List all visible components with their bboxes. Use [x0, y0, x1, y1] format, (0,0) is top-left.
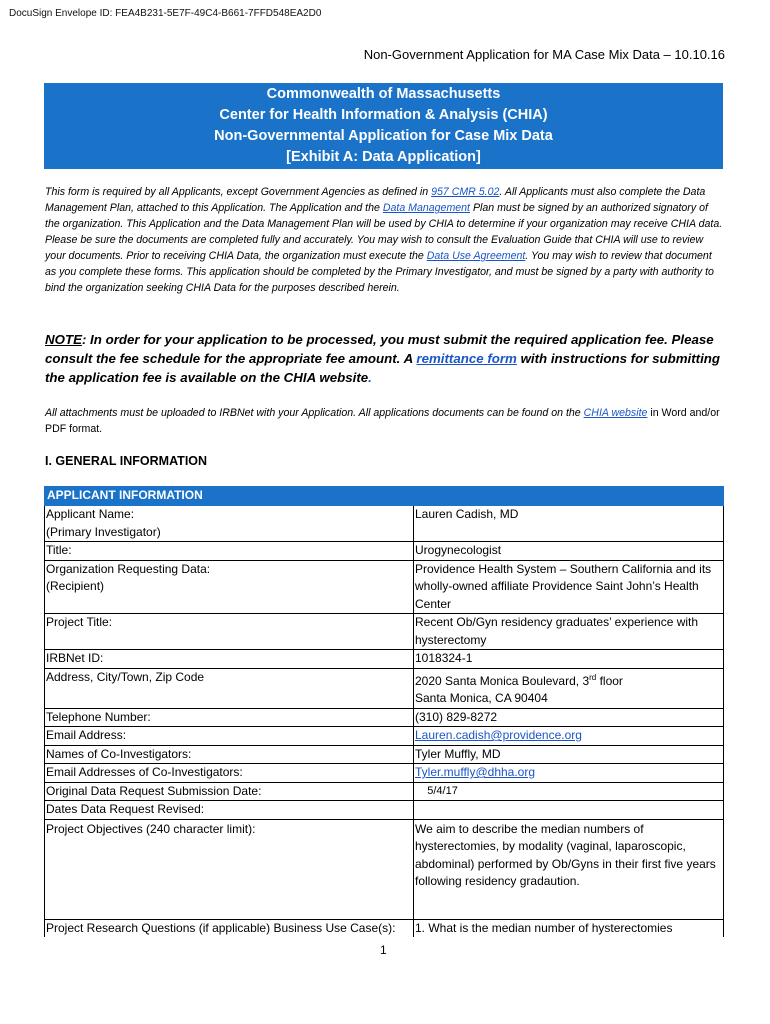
table-row	[45, 542, 724, 561]
email-value-cell	[414, 727, 724, 746]
irbnet-id-label: IRBNet ID:	[45, 650, 414, 669]
project-title-label: Project Title:	[45, 614, 414, 650]
table-row	[45, 801, 724, 820]
table-row	[45, 727, 724, 746]
submission-date-value: 5/4/17	[414, 782, 724, 801]
organization-value: Providence Health System – Southern California and its wholly-owned affiliate Providence Saint John’s Health Center	[414, 560, 724, 614]
attach-text-2: in Word and/or PDF format.	[45, 407, 720, 435]
table-row	[45, 614, 724, 650]
intro-paragraph	[45, 184, 725, 296]
revised-date-label: Dates Data Request Revised:	[45, 801, 414, 820]
chia-website-link[interactable]: CHIA website	[583, 407, 648, 419]
co-investigator-email-label: Email Addresses of Co-Investigators:	[45, 764, 414, 783]
co-investigators-label: Names of Co-Investigators:	[45, 745, 414, 764]
note-text-1: : In order for your application to be processed, you must submit the required application fee. Please consult the fee schedule for the appropriate fee amount. A	[45, 332, 714, 366]
applicant-name-value: Lauren Cadish, MD	[414, 506, 724, 542]
fee-note	[45, 330, 735, 387]
data-management-link[interactable]: Data Management	[382, 202, 470, 214]
applicant-information-table	[44, 486, 724, 937]
email-link[interactable]: Lauren.cadish@providence.org	[415, 728, 582, 742]
section-title: I. GENERAL INFORMATION	[45, 454, 208, 468]
table-row	[45, 782, 724, 801]
cmr-link[interactable]: 957 CMR 5.02	[431, 186, 500, 198]
table-header: APPLICANT INFORMATION	[45, 487, 724, 506]
applicant-name-label: Applicant Name: (Primary Investigator)	[45, 506, 414, 542]
docusign-envelope-id: DocuSign Envelope ID: FEA4B231-5E7F-49C4-B661-7FFD548EA2D0	[9, 8, 322, 19]
page-number: 1	[380, 943, 387, 957]
note-label: NOTE	[45, 332, 82, 347]
table-row	[45, 560, 724, 614]
revised-date-value	[414, 801, 724, 820]
table-row	[45, 708, 724, 727]
address-value	[414, 668, 724, 708]
intro-text-4: . You may wish to review that document as you complete these forms. This application should be completed by the Primary Investigator, and must be signed by a party with authority to bind the organization seeking CHIA Data for the purposes described herein.	[45, 250, 714, 294]
title-line-2: Center for Health Information & Analysis (CHIA)	[219, 107, 548, 123]
document-header: Non-Government Application for MA Case Mix Data – 10.10.16	[363, 47, 725, 62]
intro-text-2: . All Applicants must also complete the Data Management Plan, attached to this Application. The Application and the	[45, 186, 706, 214]
title-line-1: Commonwealth of Massachusetts	[266, 86, 501, 102]
table-row	[45, 650, 724, 669]
objectives-value: We aim to describe the median numbers of hysterectomies, by modality (vaginal, laparoscopic, abdominal) performed by Ob/Gyns in their first five years following residency gradaution.	[414, 819, 724, 919]
co-investigator-email-link[interactable]: Tyler.muffly@dhha.org	[415, 765, 536, 779]
telephone-label: Telephone Number:	[45, 708, 414, 727]
telephone-value: (310) 829-8272	[414, 708, 724, 727]
intro-text-1: This form is required by all Applicants, except Government Agencies as defined in	[45, 186, 432, 198]
table-row	[45, 668, 724, 708]
attach-text-1: All attachments must be uploaded to IRBNet with your Application. All applications documents can be found on the	[45, 407, 584, 419]
note-end: .	[368, 370, 372, 385]
research-questions-value: 1. What is the median number of hysterectomies	[414, 919, 724, 937]
title-line-4: [Exhibit A: Data Application]	[286, 149, 481, 165]
table-row	[45, 506, 724, 542]
irbnet-id-value: 1018324-1	[414, 650, 724, 669]
project-title-value: Recent Ob/Gyn residency graduates’ experience with hysterectomy	[414, 614, 724, 650]
address-label: Address, City/Town, Zip Code	[45, 668, 414, 708]
title-label: Title:	[45, 542, 414, 561]
address-line-2: floor Santa Monica, CA 90404	[415, 673, 623, 705]
title-line-3: Non-Governmental Application for Case Mix Data	[214, 128, 553, 144]
data-use-agreement-link[interactable]: Data Use Agreement	[426, 250, 526, 262]
intro-text-3: Plan must be signed by an authorized signatory of the organization. This Application and the Data Management Plan will be used by CHIA to determine if your organization may receive CHIA data. Please be sure the documents are completed fully and accurately. You may wish to consult the Evaluation Guide that CHIA will use to review your documents. Prior to receiving CHIA Data, the organization must execute the	[45, 202, 723, 262]
address-line-1: 2020 Santa Monica Boulevard, 3	[415, 673, 590, 688]
note-text-2: with instructions for submitting the application fee is available on the CHIA website	[45, 351, 721, 385]
organization-label: Organization Requesting Data: (Recipient)	[45, 560, 414, 614]
attachments-paragraph	[45, 405, 735, 437]
table-row	[45, 764, 724, 783]
table-row	[45, 819, 724, 919]
table-row	[45, 745, 724, 764]
remittance-form-link[interactable]: remittance form	[416, 351, 517, 366]
submission-date-label: Original Data Request Submission Date:	[45, 782, 414, 801]
email-label: Email Address:	[45, 727, 414, 746]
title-value: Urogynecologist	[414, 542, 724, 561]
co-investigator-email-cell	[414, 764, 724, 783]
objectives-label: Project Objectives (240 character limit):	[45, 819, 414, 919]
table-row	[45, 919, 724, 937]
title-banner	[44, 83, 723, 169]
address-ordinal: rd	[589, 672, 597, 682]
research-questions-label: Project Research Questions (if applicable) Business Use Case(s):	[45, 919, 414, 937]
co-investigators-value: Tyler Muffly, MD	[414, 745, 724, 764]
